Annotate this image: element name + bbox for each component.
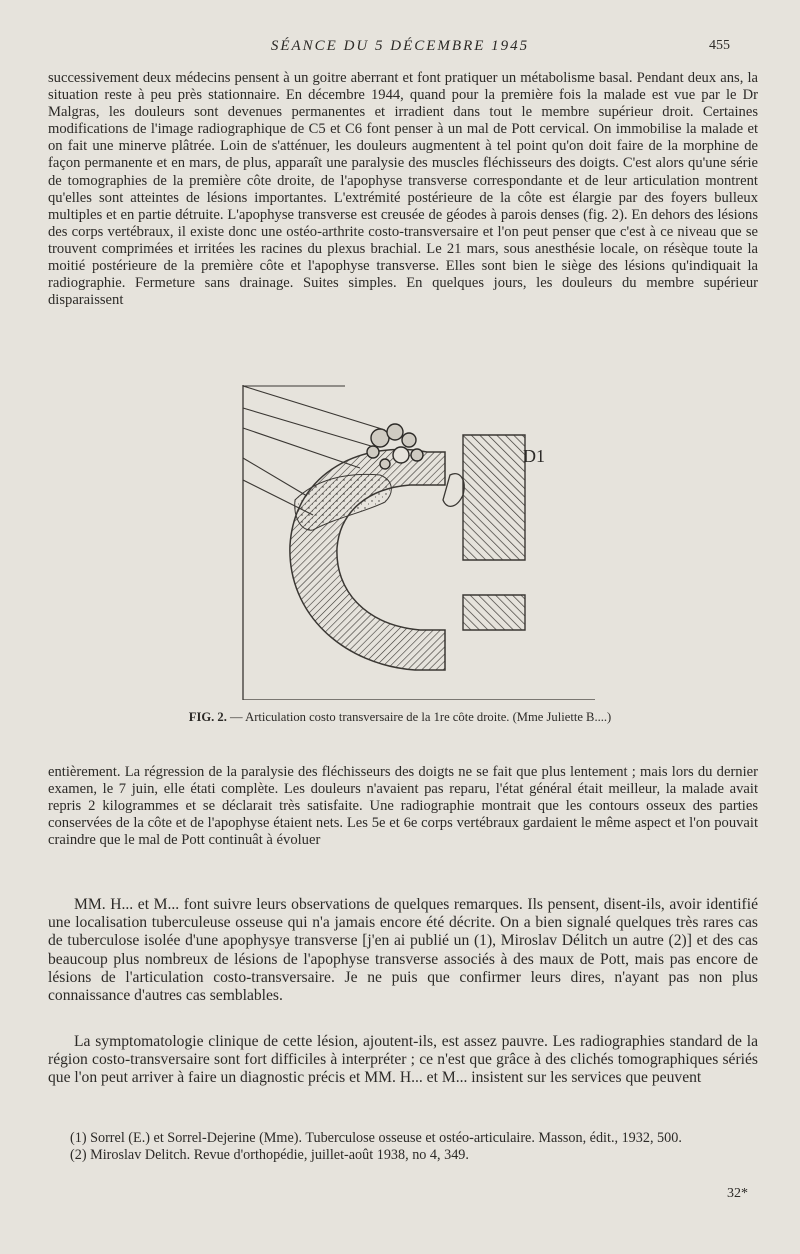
page-header [50, 38, 750, 62]
footnote-2: (2) Miroslav Delitch. Revue d'orthopédie, juillet-août 1938, no 4, 349. [70, 1147, 469, 1163]
vertebra-level-label: D1 [523, 446, 545, 466]
figure-caption-lead: FIG. 2. [188, 710, 227, 724]
body-paragraph-4: La symptomatologie clinique de cette lésion, ajoutent-ils, est assez pauvre. Les radiographies standard de la région costo-transversaire sont fort difficiles à interpréter ; ce n'est que grâce à des clichés tomographiques sériés que l'on peut arriver à faire un diagnostic précis et MM. H... et M... insistent sur les services que peuvent [48, 1033, 758, 1087]
figure-caption-text: — Articulation costo transversaire de la 1re côte droite. (Mme Juliette B....) [230, 710, 612, 724]
figure-2-diagram [195, 380, 595, 700]
figure-caption [0, 710, 800, 725]
running-title: SÉANCE DU 5 DÉCEMBRE 1945 [270, 38, 530, 54]
body-paragraph-3: MM. H... et M... font suivre leurs observations de quelques remarques. Ils pensent, disent-ils, avoir identifié une localisation tuberculeuse osseuse qui n'a jamais encore été décrite. On a bien signalé quelques très rares cas de tuberculose isolée d'une apophysye transverse [j'en ai publié un (1), Miroslav Délitch un autre (2)] et des cas beaucoup plus nombreux de lésions de l'apophyse transverse associés à des maux de Pott, mais pas encore de lésions de l'articulation costo-transversaire. Je ne puis que confirmer leurs dires, n'ayant pas non plus connaissance d'autres cas semblables. [48, 896, 758, 1005]
footnote-1: (1) Sorrel (E.) et Sorrel-Dejerine (Mme). Tuberculose osseuse et ostéo-articulaire. Masson, édit., 1932, 500. [70, 1130, 682, 1146]
vertebral-body-upper [463, 435, 525, 560]
page-number: 455 [709, 38, 730, 53]
vertebral-body-lower [463, 595, 525, 630]
joint-capsule [443, 474, 464, 507]
costotransverse-joint-drawing [195, 380, 595, 700]
sheet-signature: 32* [727, 1186, 748, 1201]
footnotes [48, 1130, 758, 1164]
body-paragraph-1: successivement deux médecins pensent à un goitre aberrant et font pratiquer un métabolisme basal. Pendant deux ans, la situation reste à peu près stationnaire. En décembre 1944, quand pour la première fois la malade est vue par le Dr Malgras, les douleurs sont devenues permanentes et irradient dans tout le membre supérieur droit. Certaines modifications de l'image radiographique de C5 et C6 font penser à un mal de Pott cervical. On immobilise la malade et on fait une minerve plâtrée. Loin de s'atténuer, les douleurs augmentent à tel point qu'on doit faire de la morphine de façon permanente et en mars, de plus, apparaît une paralysie des muscles fléchisseurs des doigts. C'est alors qu'une série de tomographies de la première côte droite, de l'apophyse transverse correspondante et de leur articulation montrent qu'elles sont atteintes de lésions importantes. L'extrémité postérieure de la côte est élargie par des foyers bulleux multiples et en partie détruite. L'apophyse transverse est creusée de géodes à parois denses (fig. 2). En dehors des lésions des corps vertébraux, il existe donc une ostéo-arthrite costo-transversaire et l'on peut penser que c'est à ce niveau que se trouvent comprimées et irritées les racines du plexus brachial. Le 21 mars, sous anesthésie locale, on résèque toute la moitié postérieure de la première côte et l'apophyse transverse. Elles sont bien le siège des lésions qu'indiquait la radiographie. Fermeture sans drainage. Suites simples. En quelques jours, les douleurs du membre supérieur disparaissent [48, 70, 758, 309]
body-paragraph-2: entièrement. La régression de la paralysie des fléchisseurs des doigts ne se fait que plus lentement ; mais lors du dernier examen, le 7 juin, elle étati complète. Les douleurs n'avaient pas reparu, l'état général était meilleur, la malade avait repris 2 kilogrammes et se déclarait très satisfaite. Une radiographie montrait que les contours osseux des parties conservées de la côte et de l'apophyse étaient nets. Les 5e et 6e corps vertébraux gardaient le même aspect et l'on pouvait craindre que le mal de Pott continuât à évoluer [48, 764, 758, 849]
